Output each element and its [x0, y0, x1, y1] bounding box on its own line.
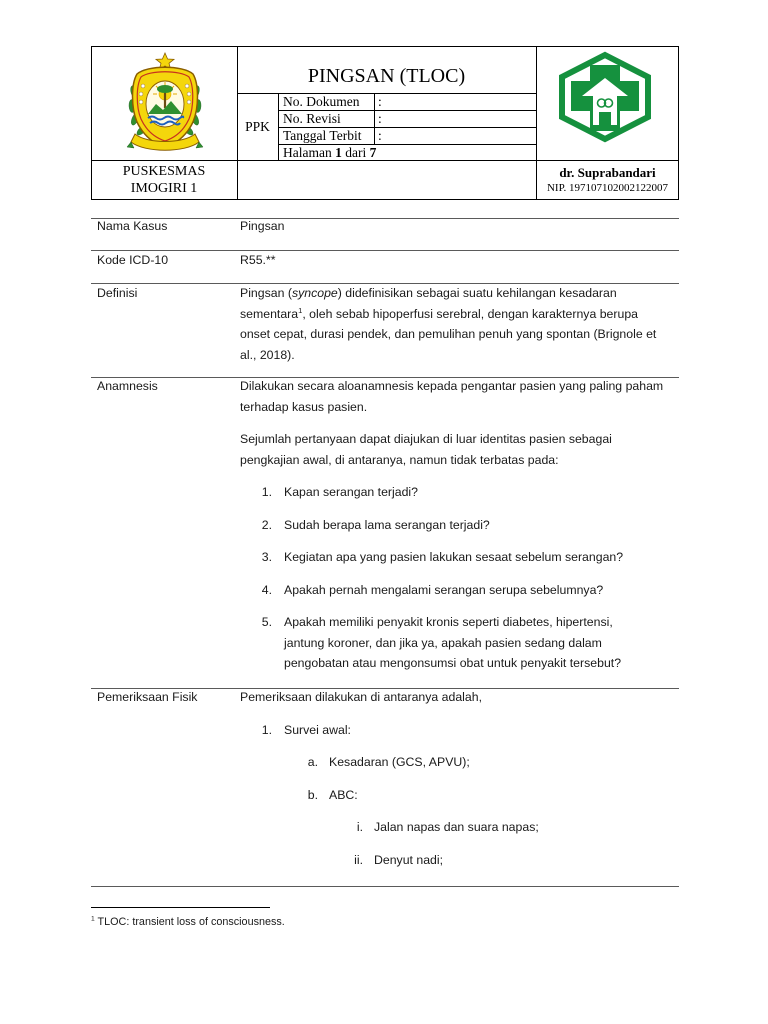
row-value-anamnesis [240, 376, 672, 686]
list-item-text [284, 580, 603, 601]
list-item-text [284, 612, 621, 674]
header-divider [237, 93, 536, 94]
field-separator: : [378, 128, 382, 143]
document-title: PINGSAN (TLOC) [307, 65, 466, 87]
header-divider [374, 93, 375, 144]
row-label-kode-icd: Kode ICD-10 [97, 253, 169, 267]
row-label-nama-kasus: Nama Kasus [97, 219, 168, 233]
row-divider [91, 886, 679, 887]
list-item [240, 547, 672, 568]
paragraph [240, 687, 672, 708]
text-line: Kapan serangan terjadi? [284, 485, 418, 499]
list-number: 1. [261, 485, 272, 499]
text-segment: , oleh sebab hipoperfusi serebral, dengan karakternya berupa [302, 306, 638, 321]
institution-unit: IMOGIRI 1 [130, 181, 198, 196]
page-info-total: 7 [369, 145, 377, 160]
page-info-prefix: Halaman [283, 145, 332, 160]
footnote-marker: 1 [91, 915, 95, 923]
ppk-label: PPK [245, 119, 270, 134]
text-line: Apakah memiliki penyakit kronis seperti diabetes, hipertensi, [284, 615, 613, 629]
text-segment: sementara [240, 306, 299, 321]
list-item [240, 817, 672, 838]
list-roman-numeral: i. [356, 820, 363, 834]
institution-name: PUSKESMAS [122, 164, 206, 179]
list-item [240, 720, 672, 741]
text-line: pengkajian awal, di antaranya, namun tidak terbatas pada: [240, 452, 559, 467]
row-label-definisi: Definisi [97, 286, 138, 300]
list-number: 4. [261, 582, 272, 597]
row-value-nama-kasus [240, 216, 672, 237]
list-item-text: Denyut nadi; [374, 852, 444, 867]
list-item [240, 580, 672, 601]
text-line: Sudah berapa lama serangan terjadi? [284, 517, 490, 532]
footnote [91, 915, 285, 929]
list-number: 3. [261, 550, 272, 564]
row-value-definisi [240, 283, 672, 365]
list-item [240, 850, 672, 871]
list-letter: b. [307, 787, 318, 802]
question-list [240, 482, 672, 674]
list-item [240, 785, 672, 806]
page-info [283, 144, 376, 161]
paragraph [240, 429, 672, 470]
text-line: Pemeriksaan dilakukan di antaranya adalah, [240, 690, 482, 704]
text-line: Kegiatan apa yang pasien lakukan sesaat sebelum serangan? [284, 550, 624, 564]
text-segment: ) didefinisikan sebagai suatu kehilangan kesadaran [337, 286, 617, 300]
field-separator: : [378, 111, 382, 126]
field-separator: : [378, 94, 382, 109]
text-line: jantung koroner, dan jika ya, apakah pasien sedang dalam [284, 635, 602, 650]
footnote-separator [91, 907, 270, 908]
text-line: al., 2018). [240, 347, 295, 362]
text-line: onset cepat, durasi pendek, dan pemulihan penuh yang spontan (Brignole et [240, 327, 657, 341]
paragraph [240, 376, 672, 417]
text-line: Pingsan [240, 219, 285, 233]
field-label-no-dokumen: No. Dokumen [283, 94, 360, 109]
list-item-text [284, 515, 490, 536]
list-item-text: ABC: [329, 787, 358, 802]
list-item-text: Jalan napas dan suara napas; [374, 820, 539, 834]
signatory-name: dr. Suprabandari [559, 165, 656, 180]
list-roman-numeral: ii. [354, 852, 363, 867]
text-line: R55.** [240, 253, 276, 267]
text-line: pengobatan atau mengonsumsi obat untuk penyakit tersebut? [284, 656, 622, 670]
puskesmas-cross-logo [557, 51, 653, 143]
list-item [240, 515, 672, 536]
text-line: Sejumlah pertanyaan dapat diajukan di luar identitas pasien sebagai [240, 432, 612, 446]
list-item [240, 752, 672, 773]
header-divider [91, 160, 679, 161]
text-line: Apakah pernah mengalami serangan serupa sebelumnya? [284, 582, 604, 597]
row-label-anamnesis: Anamnesis [97, 379, 158, 393]
footnote-text: TLOC: transient loss of consciousness. [97, 916, 285, 928]
text-line [240, 304, 672, 325]
list-number: 2. [261, 517, 272, 532]
list-letter: a. [307, 755, 318, 769]
text-segment: Pingsan ( [240, 286, 292, 300]
list-item [240, 482, 672, 503]
list-item-text: Survei awal: [284, 722, 351, 737]
text-line: Dilakukan secara aloanamnesis kepada pengantar pasien yang paling paham [240, 379, 664, 393]
field-label-tanggal-terbit: Tanggal Terbit [283, 128, 362, 143]
field-label-no-revisi: No. Revisi [283, 111, 341, 126]
row-value-kode-icd [240, 250, 672, 271]
text-line: terhadap kasus pasien. [240, 399, 368, 414]
list-number: 1. [261, 722, 272, 737]
row-label-pemeriksaan-fisik: Pemeriksaan Fisik [97, 690, 198, 704]
page-info-current: 1 [335, 145, 342, 160]
page-info-of: dari [345, 145, 367, 160]
list-item-text [284, 547, 623, 568]
signatory-nip: NIP. 197107102002122007 [546, 182, 668, 194]
text-line [240, 283, 672, 304]
regency-emblem-logo [125, 52, 205, 156]
list-item-text: Kesadaran (GCS, APVU); [329, 755, 470, 769]
footnote-reference: 1 [298, 305, 303, 315]
italic-term: syncope [291, 286, 338, 300]
list-item [240, 612, 672, 674]
list-number: 5. [261, 615, 272, 629]
list-item-text [284, 482, 418, 503]
row-value-pemeriksaan-fisik [240, 687, 672, 882]
